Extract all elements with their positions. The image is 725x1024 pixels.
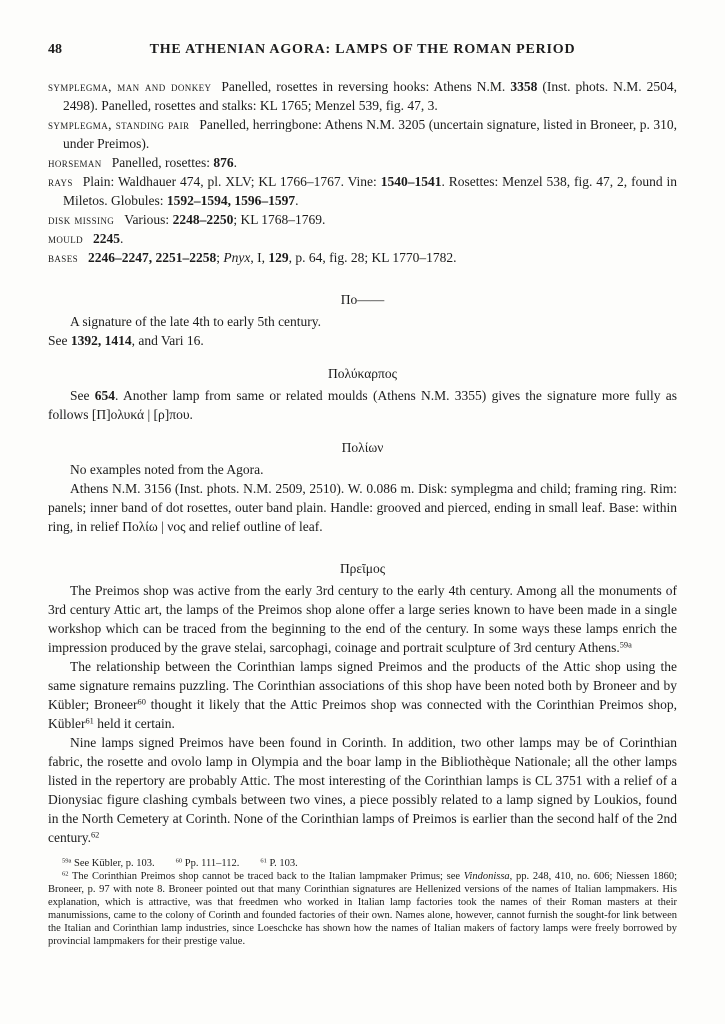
text-segment: ; — [216, 250, 224, 265]
footnote-reference: 60 — [137, 697, 146, 707]
section-polykarpos — [48, 364, 677, 424]
text-segment: . — [233, 155, 237, 170]
text-segment: . Rosettes: Menzel 538, fig. 47, 2, found in Miletos. Globules: — [63, 174, 677, 208]
section-preimos — [48, 559, 677, 847]
footnote-reference: 59a — [62, 857, 72, 865]
section-heading: Πο—— — [340, 292, 385, 307]
paragraph — [48, 460, 677, 479]
catalog-entries — [48, 77, 677, 267]
text-segment: held it certain. — [93, 716, 175, 731]
catalog-entry — [48, 172, 677, 210]
catalog-entry — [48, 248, 677, 267]
text-segment: 2245 — [93, 231, 120, 246]
section-heading: Πολίων — [341, 440, 384, 455]
text-segment: . — [295, 193, 299, 208]
entry-label: symplegma, standing pair — [48, 117, 190, 132]
text-segment — [239, 858, 260, 869]
entry-label: symplegma, man and donkey — [48, 79, 212, 94]
text-segment: , p. 64, fig. 28; KL 1770–1782. — [288, 250, 457, 265]
sections — [48, 290, 677, 847]
text-segment: 3358 — [510, 79, 538, 94]
page-number: 48 — [48, 42, 62, 57]
text-segment: The Corinthian Preimos shop cannot be traced back to the Italian lampmaker Primus; see — [68, 871, 464, 882]
text-segment: , and Vari 16. — [131, 333, 204, 348]
text-segment: Plain: Waldhauer 474, pl. XLV; KL 1766–1767. Vine: — [82, 174, 381, 189]
entry-label: disk missing — [48, 212, 115, 227]
entry-label: mould — [48, 231, 83, 246]
text-segment: The Preimos shop was active from the early 3rd century to the early 4th century. Among all the monuments of 3rd century Attic art, the lamps of the Preimos shop alone offer a large series known to have been made in a single workshop which can be traced from the beginning to the end of the century. In some ways these lamps enrich the impression produced by the grave stelai, sarcophagi, coinage and portrait sculpture of 3rd century Athens. — [48, 583, 677, 655]
footnote — [48, 870, 677, 948]
text-segment: 2248–2250 — [172, 212, 234, 227]
text-segment: , I, — [250, 250, 269, 265]
text-segment: The relationship between the Corinthian lamps signed Preimos and the products of the Attic shop using the same signature remains puzzling. The Corinthian associations of this shop have been noted both by Broneer and by Kübler; Broneer — [48, 659, 677, 712]
running-title: THE ATHENIAN AGORA: LAMPS OF THE ROMAN PERIOD — [149, 42, 576, 57]
text-segment: A signature of the late 4th to early 5th century. — [70, 314, 322, 329]
catalog-entry — [48, 229, 677, 248]
text-segment: Various: — [124, 212, 173, 227]
text-segment: 1392, 1414 — [70, 333, 132, 348]
entry-label: bases — [48, 250, 79, 265]
paragraph — [48, 331, 677, 350]
text-segment: P. 103. — [266, 858, 298, 869]
catalog-entry — [48, 115, 677, 153]
section-heading: Πρεῖμος — [339, 561, 386, 576]
text-segment: 1592–1594, 1596–1597 — [166, 193, 296, 208]
catalog-entry — [48, 153, 677, 172]
text-segment: See Kübler, p. 103. — [71, 858, 155, 869]
text-segment: 654 — [94, 388, 116, 403]
footnote — [48, 857, 677, 870]
text-segment: 1540–1541 — [380, 174, 442, 189]
text-segment: No examples noted from the Agora. — [70, 462, 264, 477]
paragraph — [48, 581, 677, 657]
paragraph — [48, 657, 677, 733]
text-segment: , pp. 248, 410, no. 606; Niessen 1860; Broneer, p. 97 with note 8. Broneer pointed out that many Corinthian signatures are Hellenized versions of the names of Italian lampmakers. His explanation, which is attractive, was that freedmen who worked in Italian lamp factories took the names of their Roman masters at their manumissions, came to the colony of Corinth and founded factories of their own. Names alone, however, cannot furnish the sought-for link between the Italian and Corinthian lamp industries, since Loeschcke has shown how the names of Italian makers of factory lamps were freely borrowed by provincial lampmakers for their prestige value. — [48, 871, 678, 947]
footnote-reference: 61 — [260, 857, 267, 865]
section-po — [48, 290, 677, 350]
section-heading: Πολύκαρπος — [328, 366, 397, 381]
text-segment: (Inst. phots. N.M. 2504, 2498). Panelled, rosettes and stalks: KL 1765; Menzel 539, fig. 47, 3. — [63, 79, 677, 113]
text-segment: Panelled, herringbone: Athens N.M. 3205 (uncertain signature, listed in Broneer, p. 310, under Preimos). — [63, 117, 677, 151]
footnote-reference: 59a — [619, 640, 632, 650]
text-segment: Pnyx — [223, 250, 251, 265]
footnote-reference: 62 — [90, 830, 100, 840]
catalog-entry — [48, 210, 677, 229]
paragraph — [48, 733, 677, 847]
text-segment: . — [120, 231, 124, 246]
text-segment: Panelled, rosettes in reversing hooks: Athens N.M. — [221, 79, 511, 94]
text-segment: 2246–2247, 2251–2258 — [88, 250, 217, 265]
paragraph — [48, 479, 677, 536]
text-segment: . Another lamp from same or related moulds (Athens N.M. 3355) gives the signature more fully as follows [Π]ολυκά | [ρ]που. — [48, 388, 677, 422]
footnote-reference: 62 — [62, 870, 69, 878]
text-segment: See — [70, 388, 95, 403]
catalog-entry — [48, 77, 677, 115]
entry-label: rays — [48, 174, 73, 189]
text-segment: 876 — [213, 155, 234, 170]
paragraph — [48, 386, 677, 424]
section-polion — [48, 438, 677, 536]
text-segment — [155, 858, 176, 869]
text-segment: thought it likely that the Attic Preimos shop was connected with the Corinthian Preimos shop, Kübler — [48, 697, 677, 731]
footnote-reference: 60 — [175, 857, 183, 865]
footnotes — [48, 857, 677, 948]
text-segment: See — [48, 333, 71, 348]
page-header — [48, 40, 677, 59]
text-segment: Vindonissa — [463, 871, 510, 882]
text-segment: 129 — [268, 250, 289, 265]
entry-label: horseman — [48, 155, 102, 170]
text-segment: Panelled, rosettes: — [111, 155, 214, 170]
text-segment: Nine lamps signed Preimos have been found in Corinth. In addition, two other lamps may be of Corinthian fabric, the rosette and ovolo lamp in Olympia and the boar lamp in the Bibliothèque Nationale; all the other lamps listed in the repertory are probably Attic. The most interesting of the Corinthian lamps is CL 3751 with a relief of a Dionysiac figure clashing cymbals between two vines, a piece possibly related to a lamp signed by Loukios, found in the North Cemetery at Corinth. None of the Corinthian lamps of Preimos is earlier than the second half of the 2nd century. — [48, 735, 677, 845]
paragraph — [48, 312, 677, 331]
text-segment: Pp. 111–112. — [182, 858, 240, 869]
footnote-reference: 61 — [85, 716, 94, 726]
text-segment: Athens N.M. 3156 (Inst. phots. N.M. 2509, 2510). W. 0.086 m. Disk: symplegma and child; framing ring. Rim: panels; inner band of dot rosettes, outer band plain. Handle: grooved and pierced, ending in small leaf. Base: within ring, in relief Πολίω | νος and relief outline of leaf. — [48, 481, 677, 534]
text-segment: ; KL 1768–1769. — [233, 212, 326, 227]
